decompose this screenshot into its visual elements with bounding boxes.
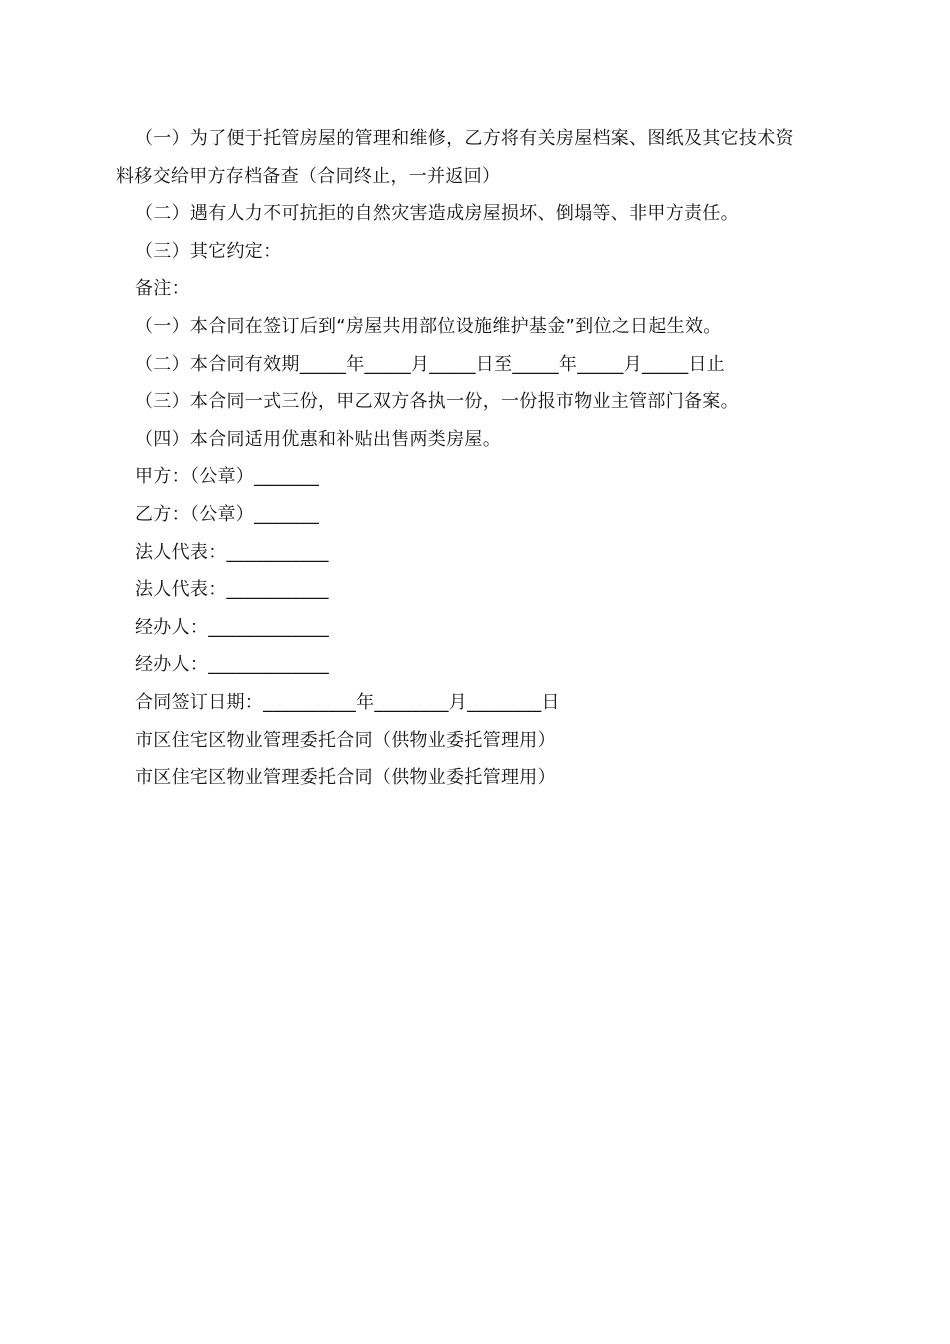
remark-4: （四）本合同适用优惠和补贴出售两类房屋。 [135,428,501,450]
party-a-seal: 甲方：（公章）_______ [135,466,320,488]
clause-1-line-2: 料移交给甲方存档备查（合同终止，一并返回） [116,165,501,187]
remark-3: （三）本合同一式三份，甲乙双方各执一份，一份报市物业主管部门备案。 [135,391,739,413]
doc-title-2: 市区住宅区物业管理委托合同（供物业委托管理用） [135,767,556,789]
legal-rep-2: 法人代表：___________ [135,579,329,601]
handler-2: 经办人：_____________ [135,654,330,676]
remark-1: （一）本合同在签订后到“房屋共用部位设施维护基金”到位之日起生效。 [135,315,722,337]
clause-3: （三）其它约定： [135,240,282,262]
clause-1-line-1: （一）为了便于托管房屋的管理和维修，乙方将有关房屋档案、图纸及其它技术资 [135,128,794,149]
handler-1: 经办人：_____________ [135,616,330,638]
remark-2: （二）本合同有效期_____年_____月_____日至_____年_____月_____日止 [135,353,726,375]
doc-title-1: 市区住宅区物业管理委托合同（供物业委托管理用） [135,729,556,751]
document-body [116,120,836,797]
legal-rep-1: 法人代表：___________ [135,541,329,563]
signing-date: 合同签订日期：__________年________月________日 [135,691,560,713]
clause-2: （二）遇有人力不可抗拒的自然灾害造成房屋损坏、倒塌等、非甲方责任。 [135,203,739,225]
party-b-seal: 乙方：（公章）_______ [135,503,320,525]
remarks-heading: 备注： [135,278,190,300]
